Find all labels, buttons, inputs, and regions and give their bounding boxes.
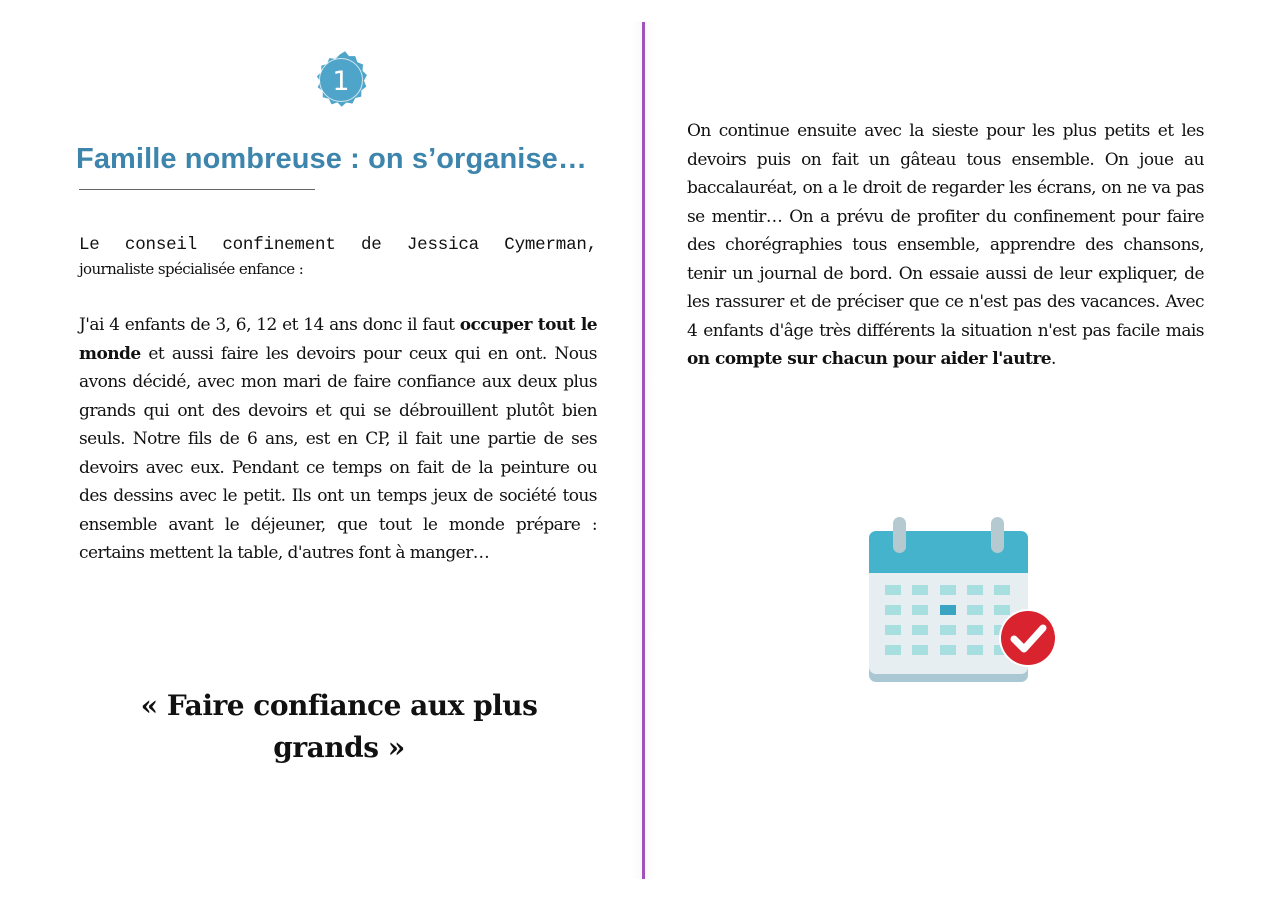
- scalloped-badge-icon: [311, 50, 371, 110]
- intro-subline: journaliste spécialisée enfance :: [79, 260, 304, 278]
- intro-line: Le conseil confinement de Jessica Cymerman,: [79, 235, 597, 255]
- paragraph-text: .: [1051, 349, 1056, 369]
- paragraph-text: J'ai 4 enfants de 3, 6, 12 et 14 ans donc il faut: [79, 315, 460, 335]
- calendar-check-icon: [866, 515, 1061, 687]
- svg-text:1: 1: [332, 66, 350, 97]
- right-paragraph: [687, 117, 1204, 374]
- paragraph-text: On continue ensuite avec la sieste pour les plus petits et les devoirs puis on fait un gâteau tous ensemble. On joue au baccalauréat, on a le droit de regarder les écrans, on ne va pas se mentir… On a prévu de profiter du confinement pour faire des chorégraphies tous ensemble, apprendre des chansons, tenir un journal de bord. On essaie aussi de leur expliquer, de les rassurer et de préciser que ce n'est pas des vacances. Avec 4 enfants d'âge très différents la situation n'est pas facile mais: [687, 121, 1204, 341]
- number-badge: [311, 50, 371, 110]
- title-underline: [79, 189, 315, 190]
- page-title: Famille nombreuse : on s’organise…: [76, 143, 588, 175]
- emphasis-text: on compte sur chacun pour aider l'autre: [687, 349, 1052, 369]
- intro-block: [79, 232, 597, 280]
- pull-quote-line: grands »: [273, 731, 405, 764]
- column-divider: [642, 22, 645, 879]
- paragraph-text: et aussi faire les devoirs pour ceux qui en ont. Nous avons décidé, avec mon mari de faire confiance aux deux plus grands qui ont des devoirs et qui se débrouillent plutôt bien seuls. Notre fils de 6 ans, est en CP, il fait une partie de ses devoirs avec eux. Pendant ce temps on fait de la peinture ou des dessins avec le petit. Ils ont un temps jeux de société tous ensemble avant le déjeuner, que tout le monde prépare : certains mettent la table, d'autres font à manger…: [79, 343, 597, 563]
- emphasis-text: occuper tout le monde: [79, 315, 597, 364]
- left-paragraph: [79, 311, 597, 568]
- calendar-illustration: [866, 515, 1061, 687]
- pull-quote-line: « Faire confiance aux plus: [140, 689, 538, 722]
- pull-quote: [79, 685, 599, 769]
